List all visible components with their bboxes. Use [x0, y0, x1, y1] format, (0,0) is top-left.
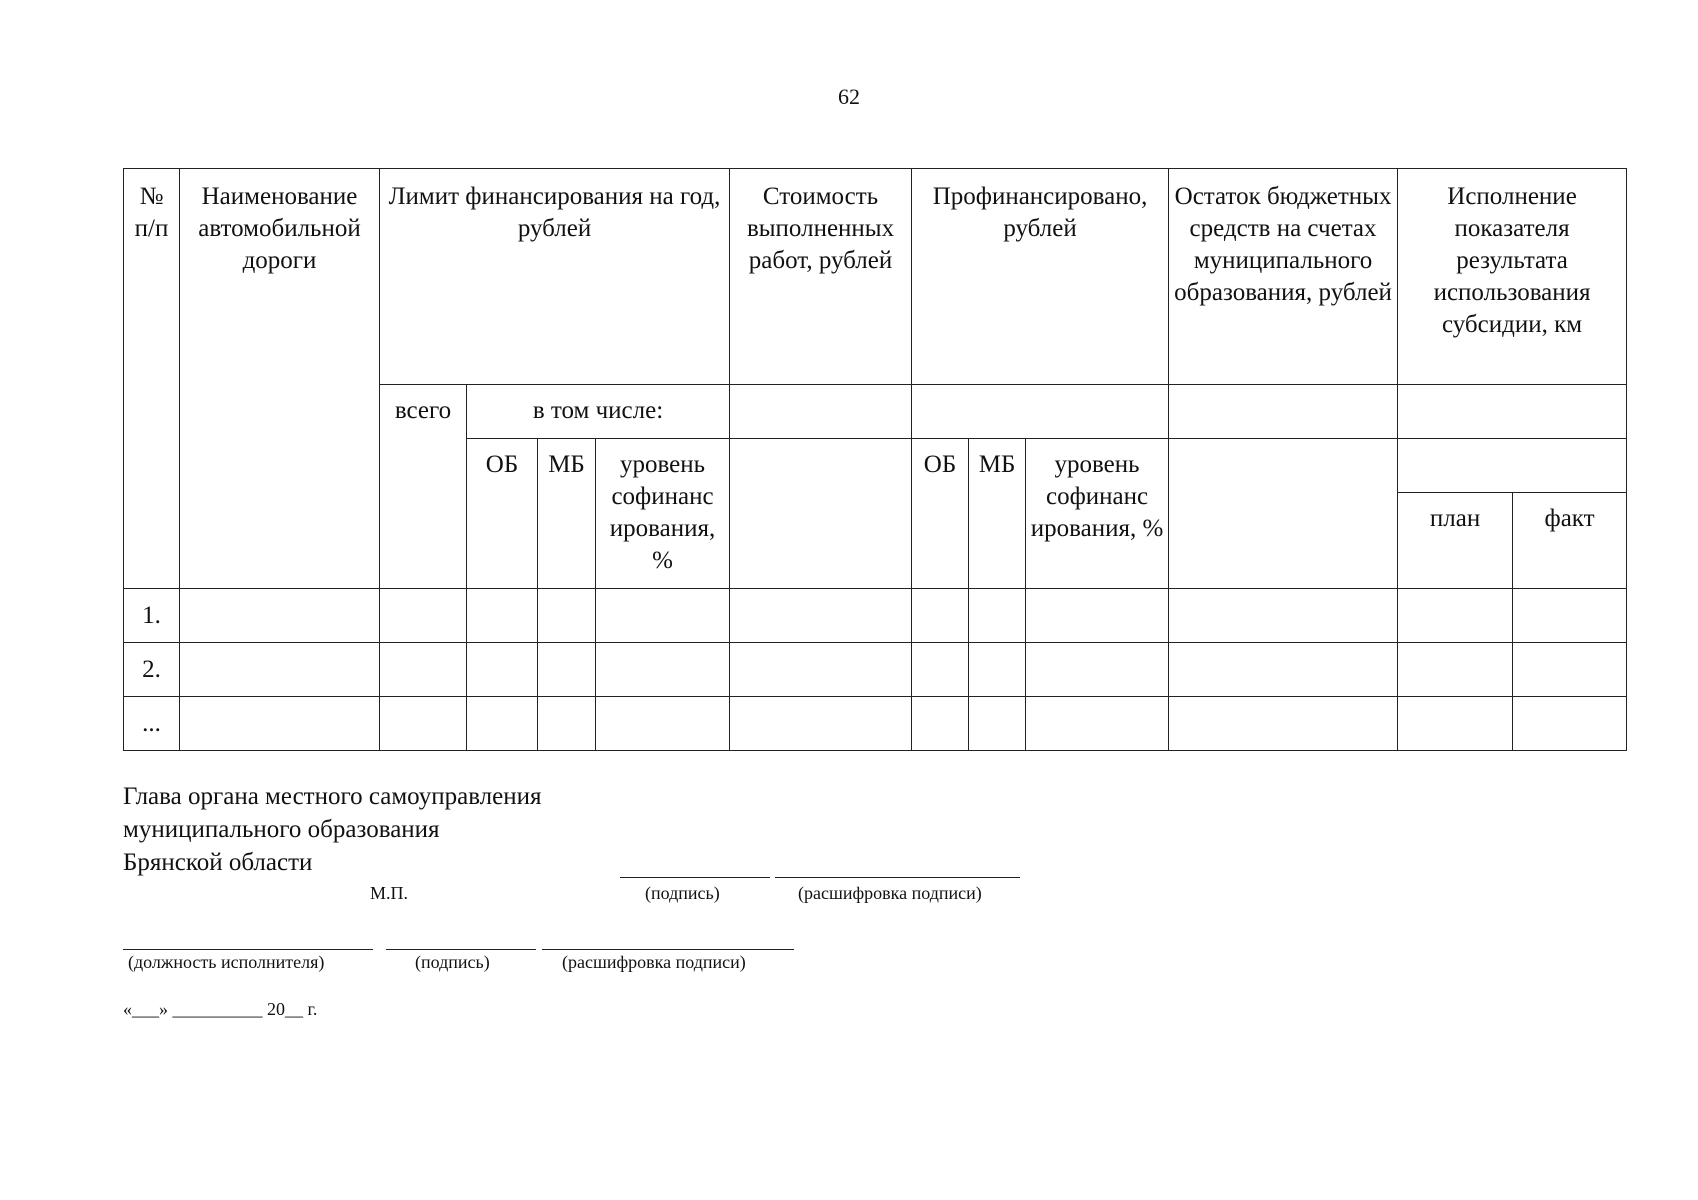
executor-decoding-caption: (расшифровка подписи) — [562, 952, 746, 972]
header-plan: план — [1398, 493, 1513, 589]
executor-signature-line — [386, 949, 536, 950]
signatory-line-2: муниципального образования — [123, 816, 440, 843]
empty-cell — [1398, 385, 1627, 439]
header-num: № п/п — [124, 169, 180, 589]
page-number: 62 — [838, 84, 860, 109]
header-fact: факт — [1513, 493, 1627, 589]
header-limit: Лимит финансирования на год, рублей — [380, 169, 730, 385]
head-decoding-caption: (расшифровка подписи) — [798, 883, 982, 903]
header-financed-ob: ОБ — [912, 439, 969, 589]
header-total: всего — [380, 385, 467, 589]
header-indicator: Исполнение показателя результата использования субсидии, км — [1398, 169, 1627, 385]
executor-signature-caption: (подпись) — [415, 952, 490, 972]
header-including: в том числе: — [467, 385, 730, 439]
row-number: ... — [124, 697, 180, 751]
row-number: 2. — [124, 643, 180, 697]
executor-position-caption: (должность исполнителя) — [128, 952, 325, 972]
row-number: 1. — [124, 589, 180, 643]
header-limit-mb: МБ — [538, 439, 596, 589]
empty-cell — [912, 385, 1169, 439]
header-financed-cofin-level: уровень софинанс ирования, % — [1026, 439, 1169, 589]
header-limit-cofin-level: уровень софинанс ирования, % — [596, 439, 730, 589]
table-row — [124, 643, 1627, 697]
date-line: «___» __________ 20__ г. — [123, 999, 318, 1019]
executor-position-line — [123, 949, 373, 950]
header-financed: Профинансировано, рублей — [912, 169, 1169, 385]
empty-cell — [1398, 439, 1627, 493]
signature-block — [123, 780, 542, 879]
empty-cell — [730, 385, 912, 439]
empty-cell — [1169, 439, 1398, 589]
signatory-line-1: Глава органа местного самоуправления — [123, 783, 542, 810]
financing-report-table — [123, 168, 1627, 751]
head-signature-line — [620, 877, 770, 878]
table-row — [124, 697, 1627, 751]
stamp-place-label: М.П. — [370, 883, 409, 903]
header-financed-mb: МБ — [969, 439, 1026, 589]
signatory-line-3: Брянской области — [123, 849, 313, 876]
header-road-name: Наименование автомобильной дороги — [180, 169, 380, 589]
header-limit-ob: ОБ — [467, 439, 538, 589]
header-cost: Стоимость выполненных работ, рублей — [730, 169, 912, 385]
header-balance: Остаток бюджетных средств на счетах муниципального образования, рублей — [1169, 169, 1398, 385]
head-decoding-line — [775, 877, 1020, 878]
head-signature-caption: (подпись) — [645, 883, 720, 903]
table-row — [124, 589, 1627, 643]
executor-decoding-line — [542, 949, 794, 950]
empty-cell — [730, 439, 912, 589]
empty-cell — [1169, 385, 1398, 439]
